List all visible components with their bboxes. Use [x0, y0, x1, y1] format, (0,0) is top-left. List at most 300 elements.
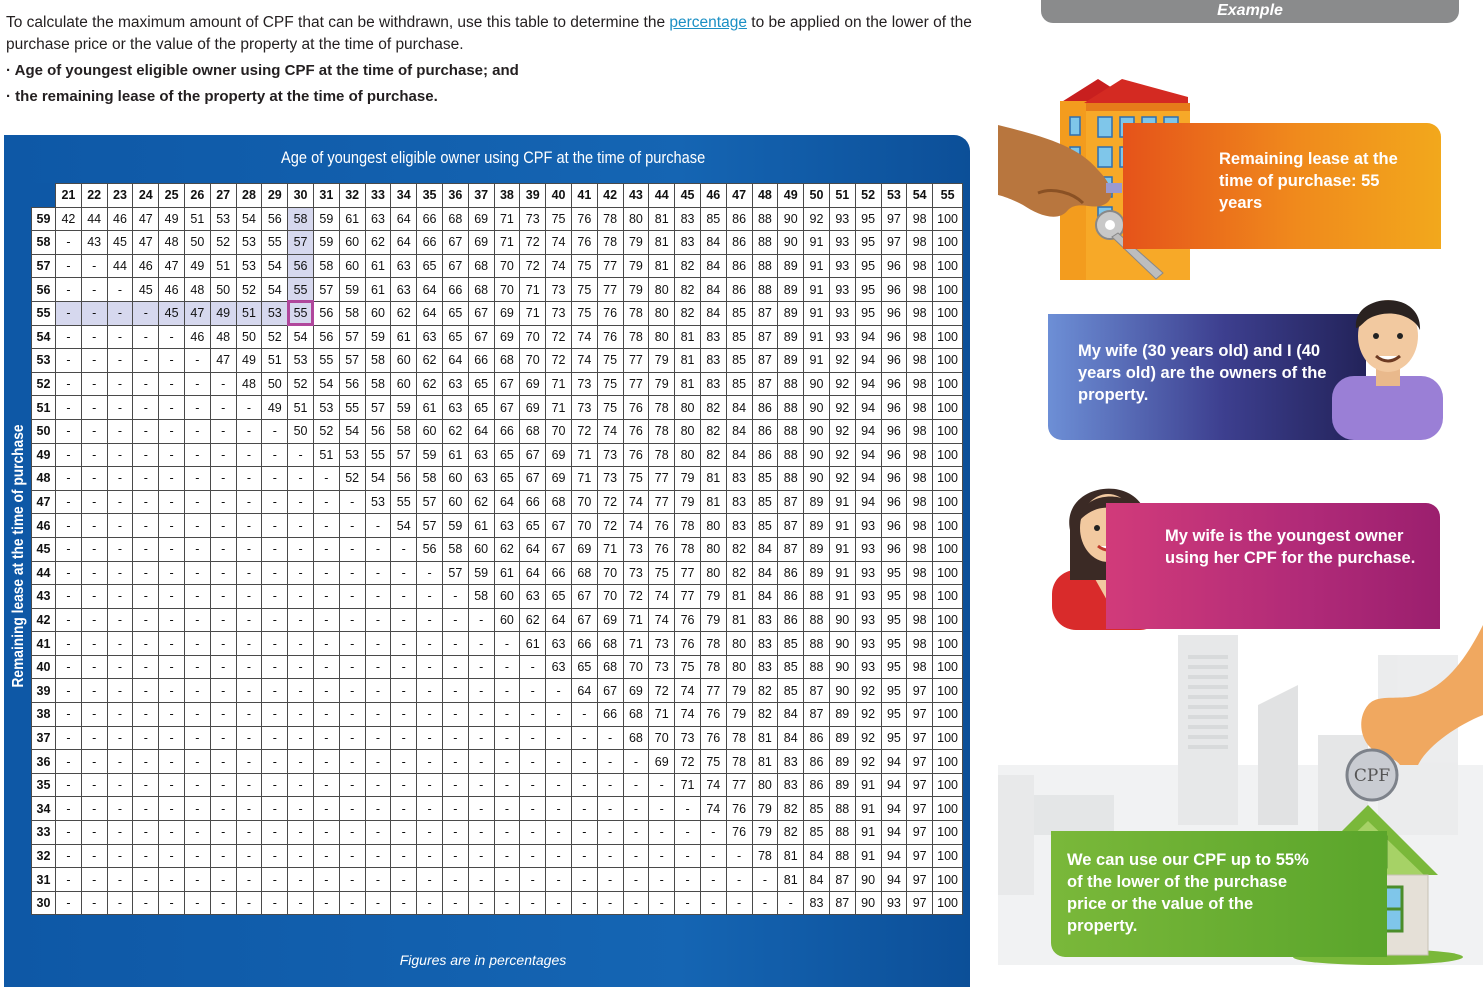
table-cell: 94	[855, 467, 881, 491]
table-cell: 100	[933, 207, 963, 231]
table-cell: 100	[933, 278, 963, 302]
table-cell: 73	[649, 655, 675, 679]
table-cell: 100	[933, 325, 963, 349]
table-row	[32, 325, 963, 349]
table-cell: 70	[494, 278, 520, 302]
table-cell: 54	[262, 254, 288, 278]
table-cell: 63	[365, 207, 391, 231]
table-cell: 54	[288, 325, 314, 349]
table-cell: 88	[752, 207, 778, 231]
table-cell: -	[442, 750, 468, 774]
table-cell: 51	[236, 301, 262, 325]
age-header-28: 28	[236, 184, 262, 208]
table-cell: -	[262, 467, 288, 491]
table-cell: 72	[546, 349, 572, 373]
age-header-43: 43	[623, 184, 649, 208]
table-cell: 72	[520, 231, 546, 255]
table-cell: -	[184, 443, 210, 467]
table-cell: 87	[752, 372, 778, 396]
lease-header-53: 53	[32, 349, 56, 373]
table-cell: -	[597, 821, 623, 845]
table-cell: -	[184, 797, 210, 821]
table-cell: 91	[804, 278, 830, 302]
table-cell: -	[313, 537, 339, 561]
table-cell: 78	[649, 396, 675, 420]
table-cell: 53	[236, 254, 262, 278]
table-cell: -	[391, 868, 417, 892]
table-cell: -	[56, 490, 82, 514]
lease-header-57: 57	[32, 254, 56, 278]
table-cell: -	[339, 868, 365, 892]
callout-owners	[1048, 314, 1366, 440]
table-cell: -	[159, 703, 185, 727]
table-cell: 49	[210, 301, 236, 325]
table-cell: -	[107, 844, 133, 868]
table-cell: -	[623, 844, 649, 868]
table-cell: 62	[494, 537, 520, 561]
table-cell: 69	[494, 325, 520, 349]
table-cell: -	[107, 679, 133, 703]
husband-avatar	[1330, 288, 1445, 440]
table-cell: 45	[107, 231, 133, 255]
table-cell: -	[236, 537, 262, 561]
table-cell: -	[468, 797, 494, 821]
table-cell: 92	[829, 419, 855, 443]
table-row	[32, 797, 963, 821]
table-cell: -	[159, 467, 185, 491]
table-cell: 91	[829, 585, 855, 609]
table-cell: 94	[855, 325, 881, 349]
table-cell: -	[391, 773, 417, 797]
table-cell: -	[571, 726, 597, 750]
table-cell: -	[159, 632, 185, 656]
table-cell: 98	[907, 419, 933, 443]
table-cell: -	[262, 844, 288, 868]
table-cell: 98	[907, 514, 933, 538]
table-cell: 100	[933, 372, 963, 396]
table-cell: -	[339, 726, 365, 750]
table-cell: 84	[804, 868, 830, 892]
table-cell: -	[210, 632, 236, 656]
table-cell: 75	[546, 207, 572, 231]
age-header-39: 39	[520, 184, 546, 208]
table-cell: 58	[365, 349, 391, 373]
table-cell: 89	[804, 537, 830, 561]
table-cell: -	[288, 467, 314, 491]
table-row	[32, 467, 963, 491]
table-cell: -	[236, 726, 262, 750]
table-cell: 77	[597, 278, 623, 302]
table-cell: -	[313, 703, 339, 727]
table-cell: -	[107, 278, 133, 302]
table-cell: 80	[675, 396, 701, 420]
table-cell: 57	[391, 443, 417, 467]
table-cell: -	[726, 891, 752, 915]
table-cell: 87	[804, 679, 830, 703]
age-header-38: 38	[494, 184, 520, 208]
table-cell: 47	[184, 301, 210, 325]
callout-youngest	[1106, 503, 1440, 629]
table-cell: 54	[365, 467, 391, 491]
age-header-27: 27	[210, 184, 236, 208]
table-cell: -	[184, 490, 210, 514]
table-cell: 93	[881, 891, 907, 915]
table-cell: 81	[700, 467, 726, 491]
table-cell: -	[391, 632, 417, 656]
table-cell: 71	[571, 467, 597, 491]
table-cell: 56	[339, 372, 365, 396]
table-cell: 74	[700, 773, 726, 797]
lease-header-42: 42	[32, 608, 56, 632]
table-cell: -	[133, 632, 159, 656]
table-cell: 76	[597, 325, 623, 349]
table-cell: 59	[313, 231, 339, 255]
table-cell: 100	[933, 608, 963, 632]
table-cell: 54	[313, 372, 339, 396]
table-cell: -	[184, 419, 210, 443]
table-cell: 86	[726, 231, 752, 255]
table-cell: 66	[417, 231, 443, 255]
table-cell: 93	[829, 278, 855, 302]
table-cell: -	[159, 844, 185, 868]
table-cell: 94	[855, 419, 881, 443]
table-cell: -	[623, 821, 649, 845]
table-cell: 65	[520, 514, 546, 538]
table-cell: 100	[933, 467, 963, 491]
table-cell: -	[391, 585, 417, 609]
table-cell: -	[262, 419, 288, 443]
table-cell: 69	[468, 231, 494, 255]
table-cell: 82	[752, 679, 778, 703]
age-header-row	[32, 184, 963, 208]
table-cell: -	[494, 868, 520, 892]
table-cell: -	[56, 467, 82, 491]
table-cell: -	[288, 797, 314, 821]
table-cell: -	[442, 703, 468, 727]
table-cell: -	[56, 254, 82, 278]
age-header-49: 49	[778, 184, 804, 208]
table-cell: 90	[804, 372, 830, 396]
table-cell: -	[313, 655, 339, 679]
table-cell: 88	[778, 419, 804, 443]
table-cell: 50	[184, 231, 210, 255]
table-cell: 88	[752, 254, 778, 278]
table-cell: 69	[520, 372, 546, 396]
table-cell: 85	[804, 821, 830, 845]
table-cell: 73	[623, 561, 649, 585]
table-cell: 100	[933, 514, 963, 538]
table-cell: 59	[442, 514, 468, 538]
table-cell: 56	[391, 467, 417, 491]
table-cell: 67	[520, 467, 546, 491]
table-cell: 90	[778, 231, 804, 255]
table-cell: 92	[829, 396, 855, 420]
table-cell: 74	[571, 349, 597, 373]
table-cell: 53	[313, 396, 339, 420]
table-cell: 56	[313, 301, 339, 325]
table-cell: 70	[520, 349, 546, 373]
table-cell: -	[236, 396, 262, 420]
table-row	[32, 231, 963, 255]
table-cell: 72	[675, 750, 701, 774]
table-cell: -	[107, 891, 133, 915]
table-cell: -	[107, 750, 133, 774]
table-row	[32, 372, 963, 396]
table-cell: 80	[726, 655, 752, 679]
table-cell: 84	[752, 585, 778, 609]
table-cell: 100	[933, 396, 963, 420]
table-cell: 57	[339, 325, 365, 349]
lease-header-51: 51	[32, 396, 56, 420]
table-cell: 79	[700, 585, 726, 609]
table-cell: 70	[571, 514, 597, 538]
table-cell: 89	[804, 490, 830, 514]
table-cell: -	[391, 655, 417, 679]
table-cell: 63	[468, 467, 494, 491]
table-cell: -	[210, 773, 236, 797]
table-cell: 73	[675, 726, 701, 750]
table-cell: 64	[391, 207, 417, 231]
table-cell: -	[159, 868, 185, 892]
table-cell: 87	[752, 301, 778, 325]
table-cell: -	[417, 844, 443, 868]
table-row	[32, 821, 963, 845]
table-cell: 69	[597, 608, 623, 632]
table-cell: -	[391, 679, 417, 703]
table-cell: 78	[649, 419, 675, 443]
table-cell: -	[107, 301, 133, 325]
table-row	[32, 443, 963, 467]
coin-icon	[1347, 750, 1397, 800]
table-cell: 94	[881, 868, 907, 892]
table-cell: 72	[649, 679, 675, 703]
table-cell: -	[726, 844, 752, 868]
lease-header-46: 46	[32, 514, 56, 538]
table-cell: 90	[829, 679, 855, 703]
table-cell: 80	[726, 632, 752, 656]
table-cell: 89	[829, 703, 855, 727]
table-cell: 94	[881, 844, 907, 868]
table-cell: 80	[623, 207, 649, 231]
table-cell: -	[210, 443, 236, 467]
table-cell: -	[107, 443, 133, 467]
table-cell: -	[107, 514, 133, 538]
table-cell: 98	[907, 278, 933, 302]
table-cell: -	[778, 891, 804, 915]
table-cell: 76	[623, 443, 649, 467]
table-cell: 100	[933, 561, 963, 585]
table-cell: -	[159, 396, 185, 420]
table-cell: 83	[700, 349, 726, 373]
percentage-link[interactable]: percentage	[669, 14, 747, 31]
table-cell: -	[649, 891, 675, 915]
table-cell: 43	[81, 231, 107, 255]
table-cell: 55	[391, 490, 417, 514]
table-cell: 59	[313, 207, 339, 231]
table-cell: -	[184, 608, 210, 632]
table-cell: -	[210, 797, 236, 821]
table-cell: 50	[210, 278, 236, 302]
table-cell: 65	[442, 301, 468, 325]
table-cell: 67	[494, 372, 520, 396]
table-cell: 63	[442, 372, 468, 396]
table-cell: 95	[881, 585, 907, 609]
table-cell: 96	[881, 278, 907, 302]
table-cell: 85	[726, 349, 752, 373]
table-cell: 58	[365, 372, 391, 396]
table-cell: 96	[881, 349, 907, 373]
table-cell: -	[571, 750, 597, 774]
table-cell: 91	[804, 231, 830, 255]
table-cell: 56	[313, 325, 339, 349]
table-cell: -	[442, 868, 468, 892]
table-cell: 65	[417, 254, 443, 278]
table-cell: -	[494, 844, 520, 868]
table-cell: -	[210, 891, 236, 915]
table-cell: 82	[778, 821, 804, 845]
table-cell: -	[107, 396, 133, 420]
table-cell: 68	[468, 254, 494, 278]
table-cell: 78	[597, 231, 623, 255]
table-cell: 54	[391, 514, 417, 538]
table-cell: 52	[236, 278, 262, 302]
table-cell: 64	[442, 349, 468, 373]
table-cell: -	[184, 561, 210, 585]
table-cell: -	[56, 537, 82, 561]
table-cell: 90	[804, 396, 830, 420]
table-cell: 71	[623, 632, 649, 656]
table-cell: -	[133, 514, 159, 538]
table-cell: -	[56, 514, 82, 538]
table-cell: -	[262, 561, 288, 585]
table-cell: -	[184, 679, 210, 703]
table-cell: 77	[623, 349, 649, 373]
table-cell: 98	[907, 301, 933, 325]
table-cell: -	[442, 655, 468, 679]
table-cell: 87	[752, 325, 778, 349]
table-cell: -	[107, 349, 133, 373]
table-cell: 57	[365, 396, 391, 420]
table-cell: -	[520, 655, 546, 679]
table-cell: 95	[855, 231, 881, 255]
table-cell: -	[520, 891, 546, 915]
table-cell: -	[159, 773, 185, 797]
table-cell: -	[236, 608, 262, 632]
table-cell: -	[107, 632, 133, 656]
table-cell: -	[184, 821, 210, 845]
table-cell: 95	[881, 655, 907, 679]
table-cell: -	[262, 490, 288, 514]
table-cell: 86	[804, 773, 830, 797]
table-cell: 83	[752, 655, 778, 679]
table-cell: -	[262, 679, 288, 703]
table-cell: -	[184, 750, 210, 774]
table-cell: 91	[829, 537, 855, 561]
table-cell: 100	[933, 490, 963, 514]
table-cell: 96	[881, 325, 907, 349]
table-cell: 79	[675, 467, 701, 491]
table-cell: 79	[752, 821, 778, 845]
intro-text-pre: To calculate the maximum amount of CPF that can be withdrawn, use this table to determine the	[6, 14, 670, 31]
table-cell: -	[81, 325, 107, 349]
table-cell: 60	[365, 301, 391, 325]
table-cell: -	[210, 655, 236, 679]
table-cell: 92	[829, 372, 855, 396]
table-cell: -	[81, 703, 107, 727]
table-cell: -	[417, 726, 443, 750]
table-cell: 67	[468, 325, 494, 349]
table-cell: 96	[881, 537, 907, 561]
table-cell: 48	[210, 325, 236, 349]
table-cell: -	[365, 891, 391, 915]
table-cell: 82	[778, 797, 804, 821]
table-cell: 59	[365, 325, 391, 349]
table-cell: 68	[623, 726, 649, 750]
table-cell: 49	[236, 349, 262, 373]
age-header-29: 29	[262, 184, 288, 208]
table-cell: 62	[520, 608, 546, 632]
table-cell: -	[365, 561, 391, 585]
table-cell: 100	[933, 703, 963, 727]
table-cell: 49	[262, 396, 288, 420]
table-cell: 75	[597, 396, 623, 420]
table-cell: -	[442, 585, 468, 609]
table-cell: -	[288, 490, 314, 514]
table-cell: -	[262, 868, 288, 892]
table-cell: -	[494, 679, 520, 703]
table-cell: 90	[829, 608, 855, 632]
table-cell: -	[365, 514, 391, 538]
table-cell: -	[262, 750, 288, 774]
table-cell: -	[184, 349, 210, 373]
table-cell: -	[288, 750, 314, 774]
table-cell: 78	[623, 301, 649, 325]
table-cell: 73	[623, 537, 649, 561]
table-cell: 42	[56, 207, 82, 231]
table-cell: 100	[933, 537, 963, 561]
table-cell: 94	[855, 490, 881, 514]
table-cell: 90	[804, 419, 830, 443]
table-cell: -	[81, 349, 107, 373]
table-row	[32, 844, 963, 868]
table-cell: 47	[210, 349, 236, 373]
table-cell: 65	[468, 372, 494, 396]
table-cell: -	[494, 891, 520, 915]
table-cell: -	[365, 608, 391, 632]
lease-header-56: 56	[32, 278, 56, 302]
table-cell: -	[210, 419, 236, 443]
table-cell: 89	[778, 254, 804, 278]
table-cell: -	[313, 891, 339, 915]
callout-owners-text: My wife (30 years old) and I (40 years old) are the owners of the property.	[1078, 342, 1327, 404]
table-cell: 86	[726, 207, 752, 231]
table-cell: 74	[649, 585, 675, 609]
lease-header-55: 55	[32, 301, 56, 325]
table-cell: 67	[546, 537, 572, 561]
table-cell: -	[339, 844, 365, 868]
table-cell: -	[365, 726, 391, 750]
table-cell: 93	[829, 207, 855, 231]
table-cell: 100	[933, 750, 963, 774]
table-cell: 54	[262, 278, 288, 302]
table-cell: 52	[339, 467, 365, 491]
table-cell: 47	[159, 254, 185, 278]
table-cell: 44	[107, 254, 133, 278]
table-cell: 71	[520, 301, 546, 325]
table-cell: 80	[649, 278, 675, 302]
table-cell: -	[107, 419, 133, 443]
table-cell: 80	[675, 419, 701, 443]
